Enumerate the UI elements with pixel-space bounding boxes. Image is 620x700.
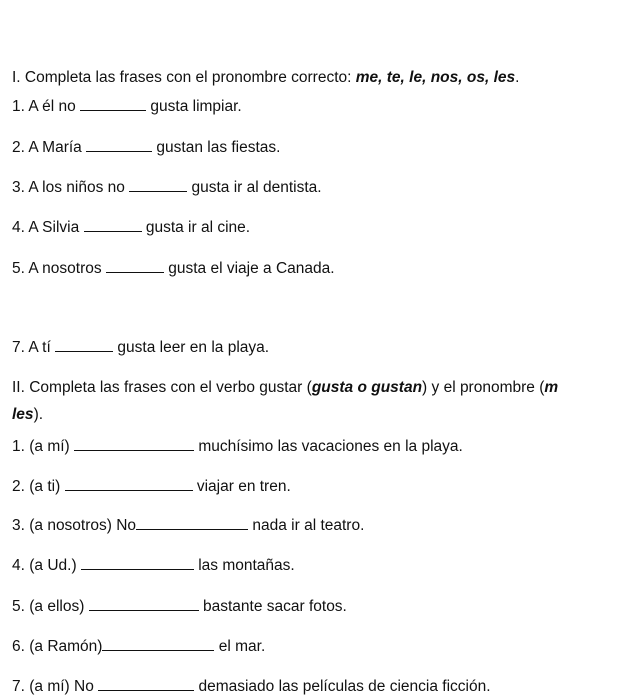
s2-item-2 (12, 477, 291, 497)
section1-heading (12, 68, 519, 88)
s1-item-1 (12, 97, 242, 117)
s2-item-5-suffix: bastante sacar fotos. (198, 598, 347, 615)
s1-item-2-prefix: 2. A María (12, 139, 87, 156)
s1-item-7 (12, 338, 269, 358)
s2-item-7 (12, 677, 491, 697)
section1-heading-text: I. Completa las frases con el pronombre correcto: (12, 69, 352, 86)
section2-heading-part-c: ) y el pronombre ( (422, 379, 545, 396)
s1-item-4-prefix: 4. A Silvia (12, 219, 84, 236)
section2-heading (12, 378, 558, 398)
section2-heading-cutoff: m (544, 379, 559, 396)
s2-item-7-prefix: 7. (a mí) No (12, 678, 99, 695)
section2-heading-part-a: II. Completa las frases con el verbo gustar ( (12, 379, 312, 396)
s1-item-3-suffix: gusta ir al dentista. (187, 179, 322, 196)
s2-item-7-suffix: demasiado las películas de ciencia ficción. (194, 678, 491, 695)
s1-item-4-blank[interactable] (84, 218, 142, 232)
s1-item-7-prefix: 7. A tí (12, 339, 56, 356)
s1-item-1-suffix: gusta limpiar. (146, 98, 242, 115)
section2-heading-verbs: gusta o gustan (311, 379, 423, 396)
s1-item-4-suffix: gusta ir al cine. (141, 219, 251, 236)
s2-item-6-suffix: el mar. (214, 638, 266, 655)
s2-item-1-blank[interactable] (74, 437, 194, 451)
s2-item-5-blank[interactable] (89, 597, 199, 611)
s1-item-2-suffix: gustan las fiestas. (152, 139, 281, 156)
s2-item-3-blank[interactable] (136, 516, 248, 530)
s2-item-2-suffix: viajar en tren. (192, 478, 291, 495)
s1-item-4 (12, 218, 250, 238)
s1-item-2-blank[interactable] (86, 138, 152, 152)
s1-item-5-prefix: 5. A nosotros (12, 260, 106, 277)
s2-item-7-blank[interactable] (98, 677, 194, 691)
s1-item-3-blank[interactable] (129, 178, 187, 192)
s1-item-5-suffix: gusta el viaje a Canada. (163, 260, 335, 277)
s1-item-7-suffix: gusta leer en la playa. (113, 339, 270, 356)
section2-heading-close: ). (33, 406, 44, 423)
s2-item-3-prefix: 3. (a nosotros) No (12, 517, 137, 534)
s1-item-3-prefix: 3. A los niños no (12, 179, 130, 196)
section1-heading-end: . (515, 69, 520, 86)
s2-item-5-prefix: 5. (a ellos) (12, 598, 89, 615)
s2-item-6-prefix: 6. (a Ramón) (12, 638, 103, 655)
s2-item-3-suffix: nada ir al teatro. (248, 517, 365, 534)
s2-item-6 (12, 637, 265, 657)
s2-item-4-suffix: las montañas. (193, 557, 295, 574)
s2-item-4 (12, 556, 295, 576)
s1-item-5 (12, 259, 335, 279)
s2-item-1-suffix: muchísimo las vacaciones en la playa. (194, 438, 463, 455)
section2-heading-line2 (12, 405, 43, 425)
s2-item-2-blank[interactable] (65, 477, 193, 491)
s2-item-4-prefix: 4. (a Ud.) (12, 557, 81, 574)
s1-item-1-prefix: 1. A él no (12, 98, 81, 115)
s1-item-7-blank[interactable] (55, 338, 113, 352)
s2-item-1 (12, 437, 463, 457)
s1-item-2 (12, 138, 280, 158)
s2-item-3 (12, 516, 364, 536)
s2-item-6-blank[interactable] (102, 637, 214, 651)
s2-item-2-prefix: 2. (a ti) (12, 478, 65, 495)
section1-heading-pronouns: me, te, le, nos, os, les (355, 69, 516, 86)
s2-item-1-prefix: 1. (a mí) (12, 438, 75, 455)
section2-heading-les: les (12, 406, 34, 423)
s1-item-3 (12, 178, 322, 198)
s2-item-5 (12, 597, 347, 617)
s2-item-4-blank[interactable] (81, 556, 194, 570)
s1-item-5-blank[interactable] (106, 259, 164, 273)
s1-item-1-blank[interactable] (80, 97, 146, 111)
